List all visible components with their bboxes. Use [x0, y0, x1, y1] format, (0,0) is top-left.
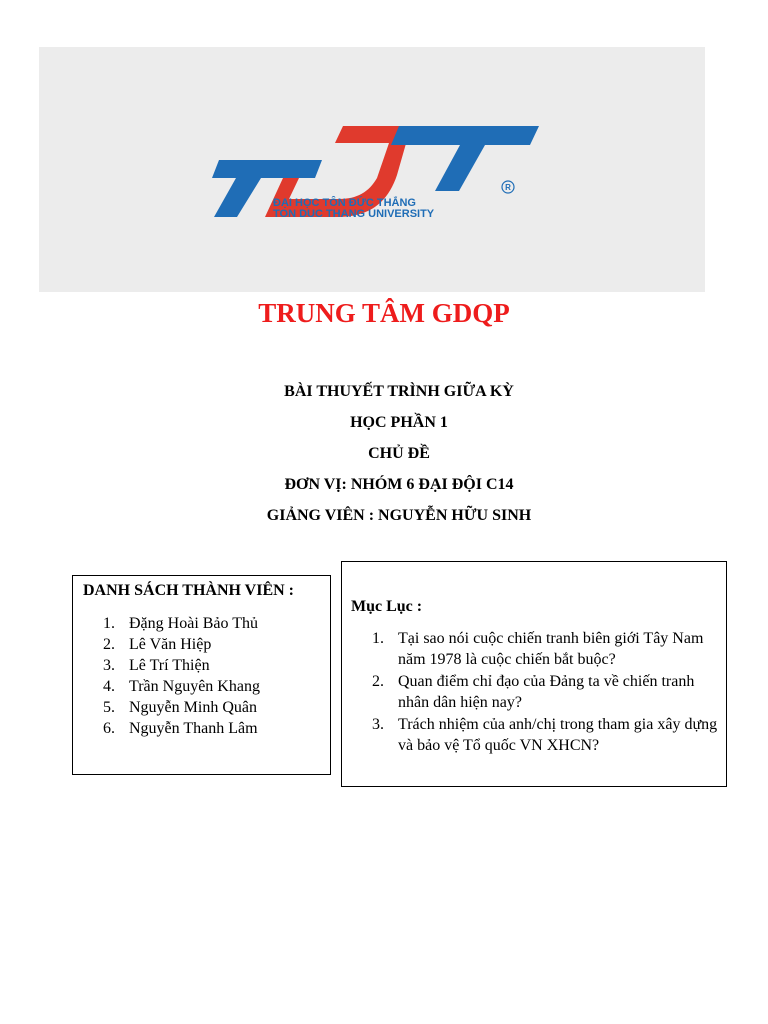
- list-item: 4. Trần Nguyên Khang: [103, 678, 260, 695]
- heading-topic: CHỦ ĐỀ: [368, 445, 430, 462]
- center-title: TRUNG TÂM GDQP: [258, 298, 510, 328]
- list-item: 2. Quan điểm chỉ đạo của Đảng ta về chiến tranh nhân dân hiện nay?: [372, 673, 695, 711]
- logo-letter-t-right: [391, 126, 539, 191]
- heading-module: HỌC PHẦN 1: [350, 414, 448, 431]
- list-item: 3. Lê Trí Thiện: [103, 657, 210, 674]
- university-logo-banner: [39, 47, 705, 292]
- members-list: [103, 613, 260, 739]
- members-title: DANH SÁCH THÀNH VIÊN :: [83, 582, 294, 599]
- contents-title: Mục Lục :: [351, 598, 423, 615]
- list-item: 5. Nguyễn Minh Quân: [103, 699, 257, 716]
- tdt-logo: [39, 47, 705, 292]
- heading-unit: ĐƠN VỊ: NHÓM 6 ĐẠI ĐỘI C14: [284, 476, 514, 493]
- logo-name-vietnamese: ĐẠI HỌC TÔN ĐỨC THẮNG: [273, 197, 416, 209]
- table-of-contents-box: [341, 561, 727, 787]
- list-item: 1. Đặng Hoài Bảo Thủ: [103, 615, 259, 632]
- list-item: 6. Nguyễn Thanh Lâm: [103, 720, 258, 737]
- heading-lecturer: GIẢNG VIÊN : NGUYỄN HỮU SINH: [266, 507, 532, 524]
- list-item: 2. Lê Văn Hiệp: [103, 636, 212, 653]
- list-item: 3. Trách nhiệm của anh/chị trong tham gia xây dựng và bảo vệ Tổ quốc VN XHCN?: [372, 716, 718, 754]
- list-item: 1. Tại sao nói cuộc chiến tranh biên giới Tây Nam năm 1978 là cuộc chiến bắt buộc?: [372, 630, 704, 668]
- members-box: [72, 575, 331, 775]
- svg-text:R: R: [505, 183, 511, 192]
- heading-presentation: BÀI THUYẾT TRÌNH GIỮA KỲ: [284, 383, 514, 400]
- contents-list: [372, 628, 722, 757]
- logo-name-english: TON DUC THANG UNIVERSITY: [273, 208, 435, 220]
